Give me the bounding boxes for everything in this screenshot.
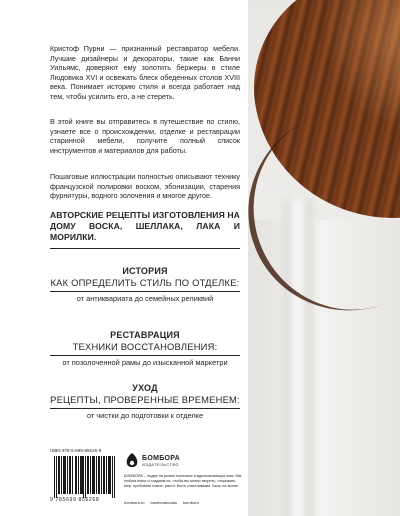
publisher-name: БОМБОРА [142,455,180,462]
barcode-number: 9 785699 856268 [50,497,100,503]
social-books: bomborabooks [150,500,177,505]
barcode-graphic [52,456,116,498]
section-subtitle: от чистки до подготовки к отделке [86,411,204,420]
recipes-headline: АВТОРСКИЕ РЕЦЕПТЫ ИЗГОТОВЛЕНИЯ НА ДОМУ ВОСКА, ШЕЛЛАКА, ЛАКА И МОРИЛКИ. [50,210,240,242]
publisher-socials [124,500,199,505]
section-subtitle: от позолоченной рамы до изысканной маркетри [62,358,228,367]
section-title: КАК ОПРЕДЕЛИТЬ СТИЛЬ ПО ОТДЕЛКЕ: [50,277,240,288]
section-divider [50,291,240,292]
section-care [50,383,240,421]
isbn-label: ISBN 978-5-699-85626-9 [50,448,102,453]
section-heading: УХОД [132,383,158,393]
intro-paragraph-3: Пошаговые иллюстрации полностью описывают технику французской полировки воском, эбонизации, старения фурнитуры, водного золочения и многое другое. [50,172,240,201]
publisher-blurb: БОМБОРА – лидер на рынке полезных и вдохновляющих книг. Мы любим книги и создаем их, чтобы вы могли творить, открывать мир, пробовать новое, расти. Быть счастливыми. Быть на волне. [124,474,242,489]
section-restoration [50,330,240,368]
intro-paragraph-2: В этой книге вы отправитесь в путешествие по стилю, узнаете все о происхождении, отделке и реставрации старинной мебели, получите полный список инструментов и материалов для работы. [50,117,240,155]
section-divider [50,355,240,356]
section-history [50,266,240,304]
section-heading: ИСТОРИЯ [122,266,168,276]
social-website: bombora.ru [124,500,145,505]
section-divider [50,408,240,409]
section-subtitle: от антиквариата до семейных реликвий [76,294,214,303]
section-title: ТЕХНИКИ ВОССТАНОВЛЕНИЯ: [72,341,218,352]
cover-photo-furniture [248,0,400,516]
social-bombora: bombora [182,500,199,505]
bombora-logo-icon [124,452,140,470]
publisher-tagline: ИЗДАТЕЛЬСТВО [142,463,180,467]
section-heading: РЕСТАВРАЦИЯ [110,330,180,340]
divider [50,248,240,249]
intro-paragraph-1: Кристоф Пурни — признанный реставратор мебели. Лучшие дизайнеры и декораторы, такие как Банни Уильямс, доверяют ему золотить бержеры в стиле Людовика XVI и освежать блеск обеденных столов XVIII века. Понимает историю стиля и всегда работает над тем, чтобы усилить его, а не стереть. [50,44,240,101]
section-title: РЕЦЕПТЫ, ПРОВЕРЕННЫЕ ВРЕМЕНЕМ: [50,394,240,405]
